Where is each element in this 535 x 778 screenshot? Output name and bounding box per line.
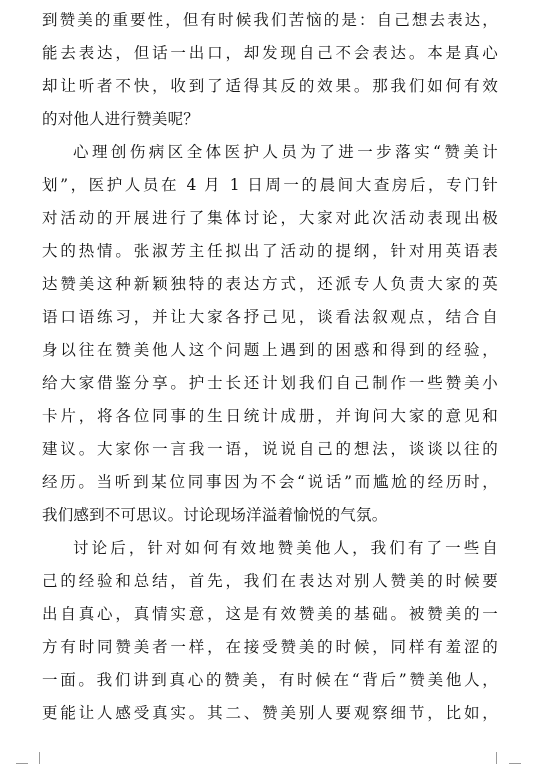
text-line: 的对他人进行赞美呢？: [42, 110, 200, 128]
text-line: 语口语练习，并让大家各抒己见，谈看法叙观点，结合自: [42, 308, 498, 326]
text-line: 卡片，将各位同事的生日统计成册，并询问大家的意见和: [42, 407, 498, 425]
text-line: 大的热情。张淑芳主任拟出了活动的提纲，针对用英语表: [42, 242, 498, 260]
page-corner-mark-left-horizontal: [16, 763, 28, 764]
text-line: 经历。当听到某位同事因为不会“说话”而尴尬的经历时，: [42, 473, 498, 491]
text-line: 方有时同赞美者一样，在接受赞美的时候，同样有羞涩的: [42, 638, 498, 656]
text-line: 给大家借鉴分享。护士长还计划我们自己制作一些赞美小: [42, 374, 498, 392]
text-line: 建议。大家你一言我一语，说说自己的想法，谈谈以往的: [42, 440, 498, 458]
document-body: [42, 4, 498, 730]
text-line: 身以往在赞美他人这个问题上遇到的困惑和得到的经验，: [42, 341, 498, 359]
text-line: 却让听者不快，收到了适得其反的效果。那我们如何有效: [42, 77, 498, 95]
text-line: 对活动的开展进行了集体讨论，大家对此次活动表现出极: [42, 209, 498, 227]
text-line: 己的经验和总结，首先，我们在表达对别人赞美的时候要: [42, 572, 498, 590]
page-corner-mark-right: [496, 752, 509, 764]
text-line: 达赞美这种新颖独特的表达方式，还派专人负责大家的英: [42, 275, 498, 293]
text-line: 讨论后，针对如何有效地赞美他人，我们有了一些自: [73, 539, 498, 557]
text-line: 更能让人感受真实。其二、赞美别人要观察细节，比如，: [42, 704, 498, 722]
text-line: 出自真心，真情实意，这是有效赞美的基础。被赞美的一: [42, 605, 498, 623]
text-line: 到赞美的重要性，但有时候我们苦恼的是：自己想去表达，: [42, 11, 498, 29]
text-line: 能去表达，但话一出口，却发现自己不会表达。本是真心: [42, 44, 498, 62]
text-line: 划”，医护人员在 4 月 1 日周一的晨间大查房后，专门针: [42, 176, 498, 194]
text-line: 心理创伤病区全体医护人员为了进一步落实“赞美计: [73, 143, 498, 161]
text-line: 我们感到不可思议。讨论现场洋溢着愉悦的气氛。: [42, 506, 388, 524]
text-line: 一面。我们讲到真心的赞美，有时候在“背后”赞美他人，: [42, 671, 498, 689]
page-corner-mark-left: [27, 752, 40, 764]
page-corner-mark-right-horizontal: [509, 763, 521, 764]
